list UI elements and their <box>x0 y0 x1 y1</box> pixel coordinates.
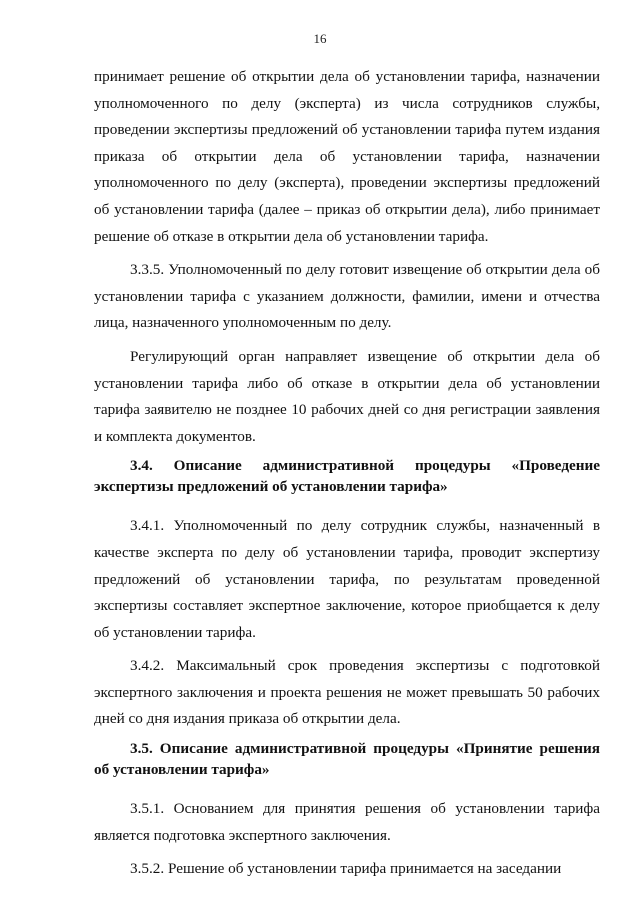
section-heading-3-4: 3.4. Описание административной процедуры «Проведение экспертизы предложений об установлении тарифа» <box>94 457 600 496</box>
paragraph-3-5-1: 3.5.1. Основанием для принятия решения об установлении тарифа является подготовка экспертного заключения. <box>94 800 600 844</box>
paragraph-regulator-notice: Регулирующий орган направляет извещение об открытии дела об установлении тарифа либо об отказе в открытии дела об установлении тарифа заявителю не позднее 10 рабочих дней со дня регистрации заявления и комплекта документов. <box>94 347 600 445</box>
paragraph-3-5-2: 3.5.2. Решение об установлении тарифа принимается на заседании <box>130 860 562 878</box>
paragraph-3-3-5: 3.3.5. Уполномоченный по делу готовит извещение об открытии дела об установлении тарифа с указанием должности, фамилии, имени и отчества лица, назначенного уполномоченным по делу. <box>94 261 600 332</box>
paragraph-3-4-1: 3.4.1. Уполномоченный по делу сотрудник службы, назначенный в качестве эксперта по делу об установлении тарифа, проводит экспертизу предложений об установлении тарифа, по результатам проведенной экспертизы составляет экспертное заключение, которое приобщается к делу об установлении тарифа. <box>94 517 600 641</box>
paragraph-continuation: принимает решение об открытии дела об установлении тарифа, назначении уполномоченного по делу (эксперта) из числа сотрудников службы, проведении экспертизы предложений об установлении тарифа путем издания приказа об открытии дела об установлении тарифа, назначении уполномоченного по делу (эксперта), проведении экспертизы предложений об установлении тарифа (далее – приказ об открытии дела), либо принимает решение об отказе в открытии дела об установлении тарифа. <box>94 68 600 245</box>
paragraph-3-4-2: 3.4.2. Максимальный срок проведения экспертизы с подготовкой экспертного заключения и проекта решения не может превышать 50 рабочих дней со дня издания приказа об открытии дела. <box>94 657 600 728</box>
section-heading-3-5: 3.5. Описание административной процедуры «Принятие решения об установлении тарифа» <box>94 740 600 779</box>
page-number: 16 <box>313 31 327 46</box>
document-body <box>94 64 600 883</box>
